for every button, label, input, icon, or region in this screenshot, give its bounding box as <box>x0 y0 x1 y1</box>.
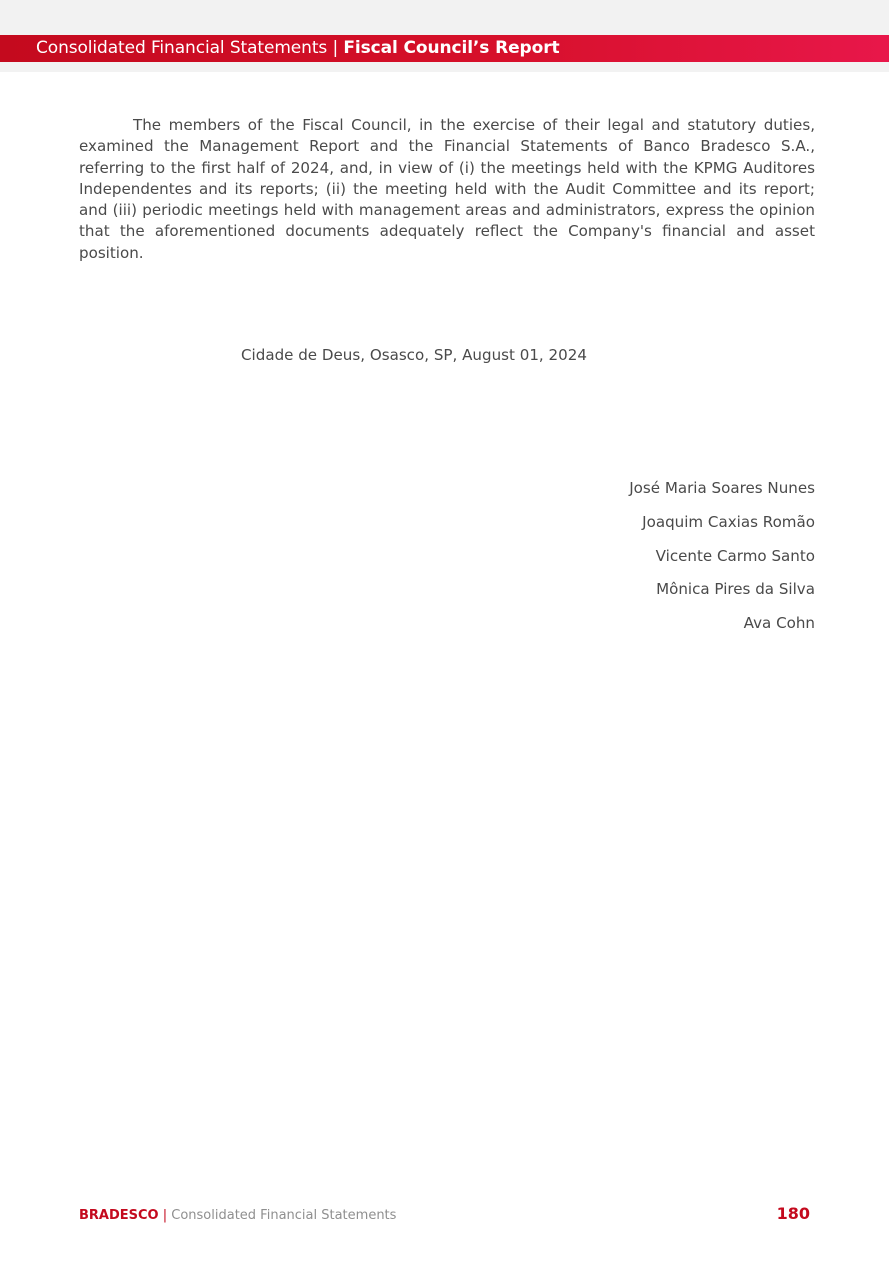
signatory-name: Joaquim Caxias Romão <box>642 512 815 531</box>
top-margin-strip <box>0 0 889 35</box>
page-number: 180 <box>776 1204 810 1223</box>
header-separator: | <box>327 38 344 58</box>
signatory-list <box>629 478 815 647</box>
signatory-name: Mônica Pires da Silva <box>656 580 815 599</box>
footer-brand: BRADESCO <box>79 1208 159 1223</box>
footer-separator: | <box>158 1208 172 1223</box>
signatory-name: Vicente Carmo Santo <box>655 546 815 565</box>
header-report-title: Fiscal Council’s Report <box>343 38 560 58</box>
page-header-bar <box>0 35 889 62</box>
footer-label <box>79 1207 396 1225</box>
footer-document-name: Consolidated Financial Statements <box>171 1208 397 1223</box>
signatory-name: Ava Cohn <box>743 614 815 633</box>
place-and-date: Cidade de Deus, Osasco, SP, August 01, 2024 <box>241 346 587 364</box>
report-paragraph: The members of the Fiscal Council, in the exercise of their legal and statutory duties, examined the Management Report and the Financial Statements of Banco Bradesco S.A., referring to the first half of 2024, and, in view of (i) the meetings held with the KPMG Auditores Independentes and its reports; (ii) the meeting held with the Audit Committee and its report; and (iii) periodic meetings held with management areas and administrators, express the opinion that the aforementioned documents adequately reflect the Company's financial and asset position. <box>79 116 815 262</box>
header-under-strip <box>0 62 889 72</box>
header-section: Consolidated Financial Statements <box>36 38 328 58</box>
header-title <box>36 35 560 62</box>
signatory-name: José Maria Soares Nunes <box>629 479 815 497</box>
